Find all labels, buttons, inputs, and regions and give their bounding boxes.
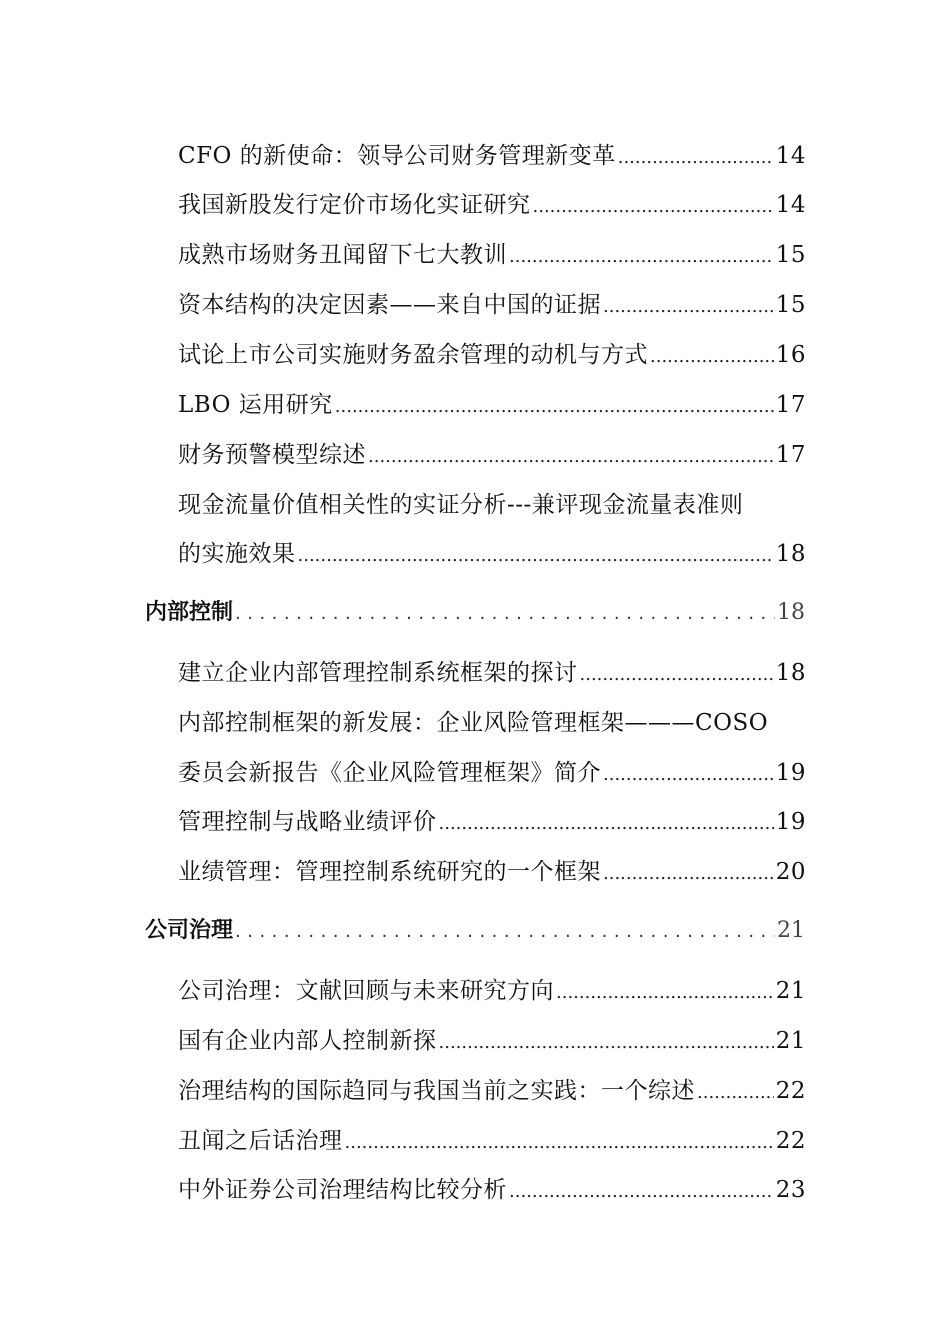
toc-entry-title: 中外证券公司治理结构比较分析 [178, 1177, 507, 1203]
toc-entry-title: 试论上市公司实施财务盈余管理的动机与方式 [178, 342, 648, 368]
toc-entry-page: 14 [775, 192, 806, 218]
toc-entry[interactable] [178, 1022, 806, 1055]
toc-entry-title: LBO 运用研究 [178, 392, 333, 418]
dot-leader [580, 664, 774, 685]
toc-entry-title: CFO 的新使命：领导公司财务管理新变革 [178, 143, 616, 169]
toc-entry-page: 15 [775, 292, 806, 318]
toc-entry-page: 20 [775, 859, 806, 885]
dot-leader [335, 396, 774, 417]
dot-leader [650, 346, 774, 367]
toc-entry-title: 我国新股发行定价市场化实证研究 [178, 192, 531, 218]
dot-leader [439, 813, 774, 834]
section-title: 公司治理 [145, 918, 234, 943]
dot-leader [603, 296, 774, 317]
dot-leader [533, 196, 774, 217]
toc-entry-title-line2: 的实施效果 [178, 541, 296, 567]
toc-entry-title-line2: 委员会新报告《企业风险管理框架》简介 [178, 760, 601, 786]
toc-entry-page: 19 [775, 809, 806, 835]
toc-entry-page: 21 [775, 1028, 806, 1054]
toc-entry[interactable] [178, 1122, 806, 1155]
dot-leader [345, 1132, 774, 1153]
dot-leader [439, 1032, 774, 1053]
toc-entry-title-line1[interactable]: 现金流量价值相关性的实证分析---兼评现金流量表准则 [178, 492, 744, 518]
toc-entry-page: 17 [775, 392, 806, 418]
toc-entry[interactable] [178, 336, 806, 369]
toc-entry-title-line1[interactable]: 内部控制框架的新发展：企业风险管理框架———COSO [178, 710, 769, 736]
dot-leader [697, 1082, 774, 1103]
toc-entry-title: 建立企业内部管理控制系统框架的探讨 [178, 660, 578, 686]
toc-entry-title: 国有企业内部人控制新探 [178, 1028, 437, 1054]
toc-entry-page: 22 [775, 1128, 806, 1154]
toc-section-heading[interactable] [145, 595, 805, 626]
section-page: 21 [777, 918, 805, 943]
toc-entry-page: 22 [775, 1078, 806, 1104]
toc-entry-page: 23 [775, 1177, 806, 1203]
toc-entry-page: 17 [775, 442, 806, 468]
toc-section-heading[interactable] [145, 913, 805, 944]
toc-entry-page: 18 [775, 541, 806, 567]
dot-leader [298, 545, 774, 566]
toc-entry-title: 成熟市场财务丑闻留下七大教训 [178, 242, 507, 268]
toc-entry[interactable] [178, 654, 806, 687]
toc-entry-title: 丑闻之后话治理 [178, 1128, 343, 1154]
toc-entry[interactable] [178, 1072, 806, 1105]
toc-entry-page: 15 [775, 242, 806, 268]
toc-entry-page: 18 [775, 660, 806, 686]
toc-entry[interactable] [178, 754, 806, 787]
section-title: 内部控制 [145, 600, 234, 625]
toc-entry-page: 16 [775, 342, 806, 368]
toc-entry-title: 业绩管理：管理控制系统研究的一个框架 [178, 859, 601, 885]
toc-entry[interactable] [178, 137, 806, 170]
toc-entry-title: 治理结构的国际趋同与我国当前之实践：一个综述 [178, 1078, 695, 1104]
dot-leader [509, 1181, 774, 1202]
toc-entry-page: 21 [775, 978, 806, 1004]
toc-entry[interactable] [178, 1171, 806, 1204]
toc-entry[interactable] [178, 803, 806, 836]
dot-leader [235, 921, 775, 942]
toc-entry-title: 管理控制与战略业绩评价 [178, 809, 437, 835]
toc-entry-title: 公司治理：文献回顾与未来研究方向 [178, 978, 554, 1004]
toc-entry-title: 资本结构的决定因素——来自中国的证据 [178, 292, 601, 318]
toc-entry[interactable] [178, 972, 806, 1005]
dot-leader [368, 446, 774, 467]
toc-entry-title: 财务预警模型综述 [178, 442, 366, 468]
toc-entry[interactable] [178, 535, 806, 568]
toc-entry[interactable] [178, 853, 806, 886]
toc-entry[interactable] [178, 236, 806, 269]
dot-leader [509, 246, 774, 267]
section-page: 18 [777, 600, 805, 625]
toc-entry[interactable] [178, 186, 806, 219]
dot-leader [603, 764, 774, 785]
toc-entry-page: 14 [775, 143, 806, 169]
toc-entry[interactable] [178, 436, 806, 469]
dot-leader [235, 603, 775, 624]
toc-entry[interactable] [178, 386, 806, 419]
toc-entry-page: 19 [775, 760, 806, 786]
dot-leader [603, 863, 774, 884]
dot-leader [556, 982, 774, 1003]
dot-leader [618, 147, 774, 168]
toc-entry[interactable] [178, 286, 806, 319]
